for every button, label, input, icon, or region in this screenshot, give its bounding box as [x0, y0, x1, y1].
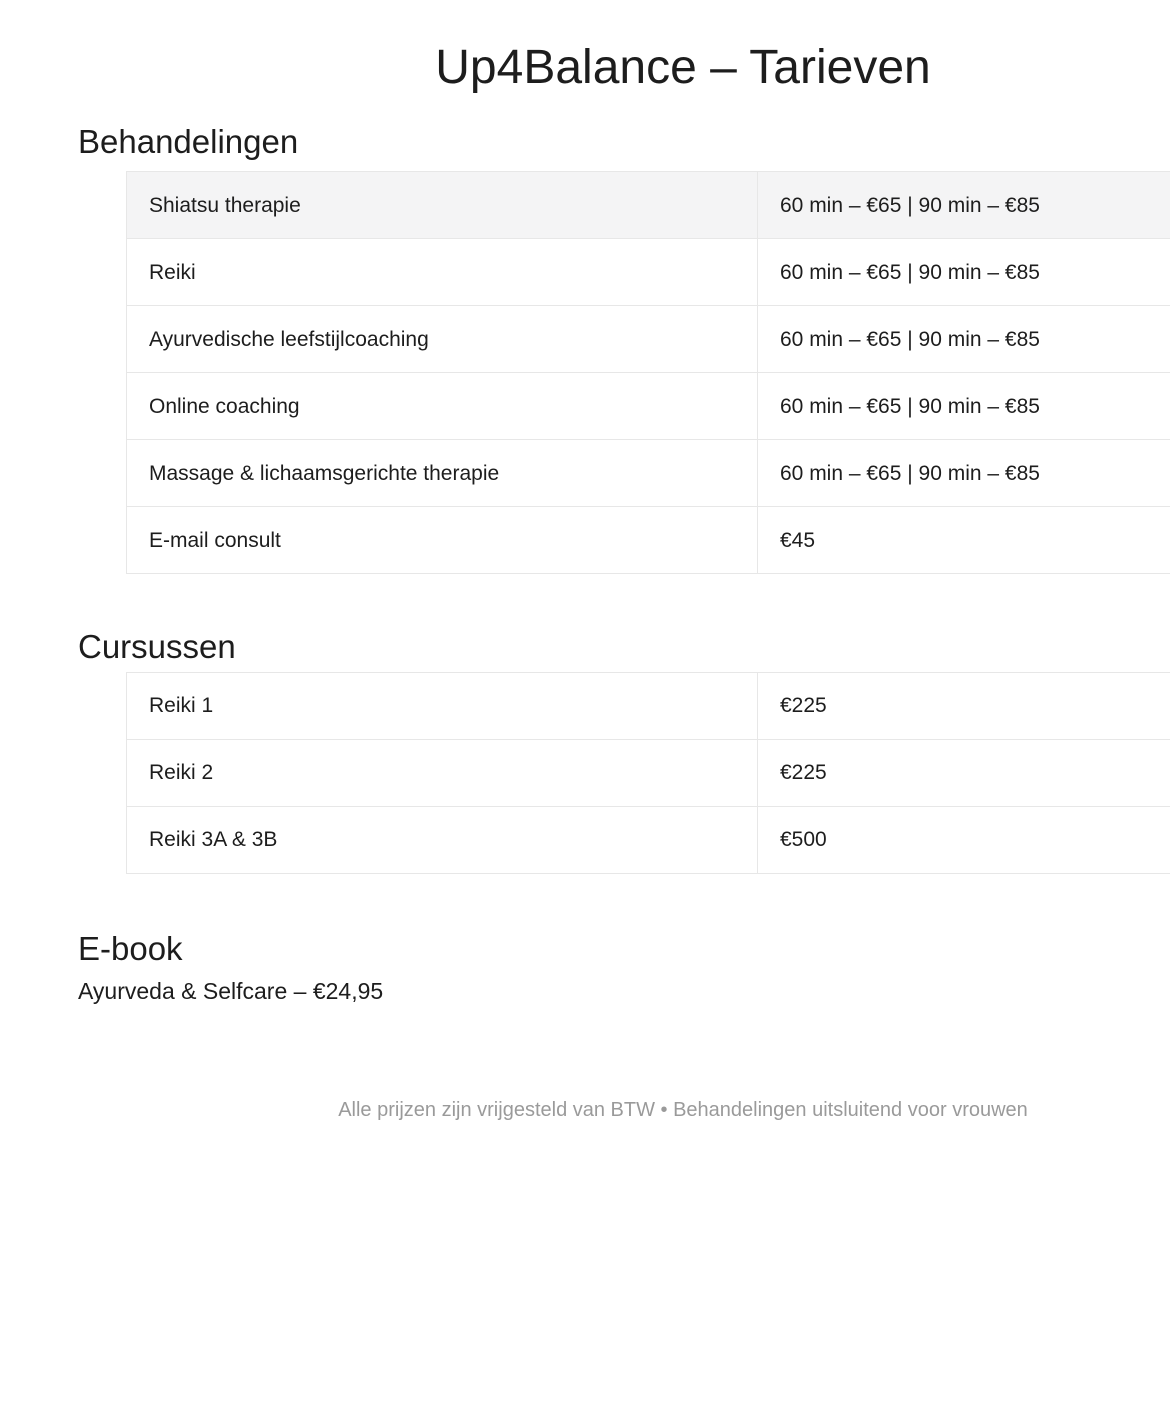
course-name-cell: Reiki 3A & 3B — [127, 807, 758, 874]
treatment-name-cell: Ayurvedische leefstijlcoaching — [127, 306, 758, 373]
treatment-name-cell: Reiki — [127, 239, 758, 306]
table-row — [127, 740, 1170, 807]
courses-price-table — [126, 672, 1170, 874]
course-price-cell: €225 — [758, 673, 1170, 740]
table-row — [127, 440, 1170, 507]
treatment-price-cell: 60 min – €65 | 90 min – €85 — [758, 239, 1170, 306]
treatment-price-cell: €45 — [758, 507, 1170, 574]
treatment-price-cell: 60 min – €65 | 90 min – €85 — [758, 373, 1170, 440]
table-row — [127, 172, 1170, 239]
section-heading-behandelingen: Behandelingen — [78, 123, 299, 161]
page — [78, 0, 1170, 1122]
footer-note: Alle prijzen zijn vrijgesteld van BTW • Behandelingen uitsluitend voor vrouwen — [338, 1098, 1028, 1121]
page-title: Up4Balance – Tarieven — [435, 41, 931, 94]
table-row — [127, 306, 1170, 373]
treatment-name-cell: Online coaching — [127, 373, 758, 440]
table-row — [127, 673, 1170, 740]
course-name-cell: Reiki 2 — [127, 740, 758, 807]
treatment-price-cell: 60 min – €65 | 90 min – €85 — [758, 172, 1170, 239]
section-heading-cursussen: Cursussen — [78, 628, 236, 666]
table-row — [127, 507, 1170, 574]
table-row — [127, 373, 1170, 440]
section-heading-ebook: E-book — [78, 930, 183, 968]
treatments-price-table — [126, 171, 1170, 574]
course-name-cell: Reiki 1 — [127, 673, 758, 740]
table-row — [127, 807, 1170, 874]
course-price-cell: €500 — [758, 807, 1170, 874]
treatment-price-cell: 60 min – €65 | 90 min – €85 — [758, 440, 1170, 507]
treatment-name-cell: Massage & lichaamsgerichte therapie — [127, 440, 758, 507]
ebook-price-line: Ayurveda & Selfcare – €24,95 — [78, 978, 384, 1004]
treatment-name-cell: E-mail consult — [127, 507, 758, 574]
table-row — [127, 239, 1170, 306]
treatment-name-cell: Shiatsu therapie — [127, 172, 758, 239]
treatment-price-cell: 60 min – €65 | 90 min – €85 — [758, 306, 1170, 373]
course-price-cell: €225 — [758, 740, 1170, 807]
